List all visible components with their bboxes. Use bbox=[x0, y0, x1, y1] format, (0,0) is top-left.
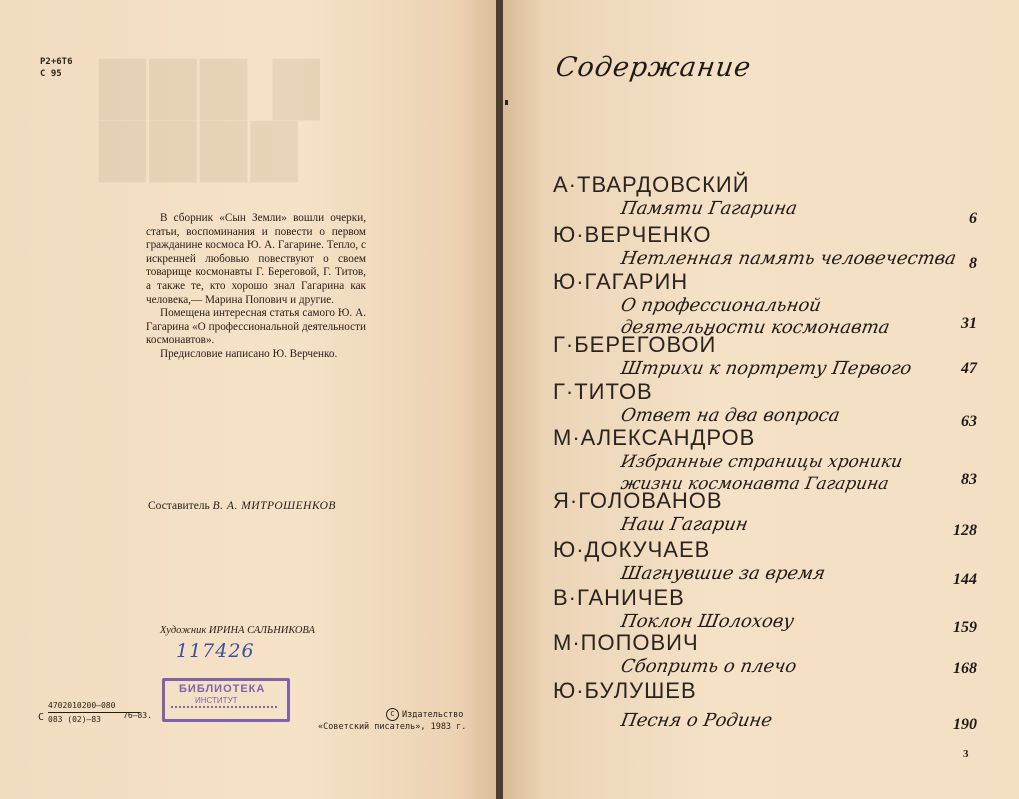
toc-entry bbox=[553, 379, 983, 430]
toc-author: В·ГАНИЧЕВ bbox=[553, 585, 685, 610]
toc-author: Ю·ДОКУЧАЕВ bbox=[553, 537, 711, 562]
table-of-contents bbox=[553, 172, 983, 752]
page-mark bbox=[505, 100, 508, 105]
toc-entry bbox=[553, 332, 983, 380]
toc-page-number: 144 bbox=[953, 571, 977, 588]
library-stamp bbox=[162, 678, 290, 722]
pub-code-tail: 76—83. bbox=[123, 711, 152, 720]
toc-work-title: Сбоприть о плечо bbox=[619, 656, 799, 677]
toc-work-title: Нетленная память человечества bbox=[619, 248, 958, 269]
toc-page-number: 159 bbox=[953, 619, 977, 636]
compiler-name: В. А. МИТРОШЕНКОВ bbox=[212, 500, 336, 512]
pub-code-letter: С bbox=[38, 712, 45, 723]
toc-work-title: Поклон Шолохову bbox=[619, 611, 796, 632]
publisher-line: Издательство bbox=[402, 710, 464, 720]
bbk-code-line: Р2+6Т6 bbox=[40, 57, 73, 67]
left-page bbox=[0, 0, 498, 799]
toc-author: М·ПОПОВИЧ bbox=[553, 630, 699, 655]
toc-work-title: О профессиональной bbox=[619, 295, 823, 316]
compiler-credit bbox=[148, 500, 336, 512]
toc-entry bbox=[553, 585, 983, 636]
toc-entry bbox=[553, 425, 983, 495]
bbk-code-line: С 95 bbox=[40, 69, 62, 79]
toc-work-title: деятельности космонавта bbox=[619, 317, 892, 338]
toc-author: Г·ТИТОВ bbox=[553, 379, 653, 404]
toc-author: Ю·ГАГАРИН bbox=[553, 269, 689, 294]
toc-page-number: 8 bbox=[969, 255, 977, 272]
toc-author: Г·БЕРЕГОВОЙ bbox=[553, 332, 717, 357]
annotation-paragraph: Помещена интересная статья самого Ю. А. Гагарина «О профессиональной деятельности космонавтов». bbox=[146, 307, 366, 347]
pub-code-denominator: 083 (02)—83 bbox=[48, 715, 101, 724]
publisher-line: «Советский писатель», 1983 г. bbox=[318, 722, 467, 732]
toc-work-title: Ответ на два вопроса bbox=[619, 405, 842, 426]
bbk-code bbox=[40, 56, 73, 80]
stamp-line: ИНСТИТУТ bbox=[195, 696, 238, 705]
toc-entry bbox=[553, 537, 983, 588]
stamp-dots bbox=[171, 706, 277, 713]
toc-entry bbox=[553, 630, 983, 678]
toc-page-number: 31 bbox=[961, 315, 977, 332]
stamp-line: БИБЛИОТЕКА bbox=[179, 683, 266, 695]
inventory-number: 117426 bbox=[176, 640, 255, 662]
show-through-title: ▇▇▇ ▇ ▇▇▇▇ bbox=[100, 53, 325, 180]
toc-page-number: 128 bbox=[953, 522, 977, 539]
toc-work-title: Избранные страницы хроники bbox=[619, 452, 904, 472]
toc-author: А·ТВАРДОВСКИЙ bbox=[553, 172, 750, 197]
compiler-label: Составитель bbox=[148, 500, 210, 512]
toc-author: Ю·БУЛУШЕВ bbox=[553, 678, 697, 703]
publisher-imprint bbox=[318, 708, 466, 733]
pub-code-numerator: 4702010200—080 bbox=[48, 701, 116, 710]
artist-credit: Художник ИРИНА САЛЬНИКОВА bbox=[160, 625, 315, 636]
contents-title: Содержание bbox=[553, 52, 754, 83]
toc-page-number: 47 bbox=[961, 360, 977, 377]
toc-work-title: жизни космонавта Гагарина bbox=[619, 474, 891, 494]
annotation-paragraph: В сборник «Сын Земли» вошли очерки, статьи, воспоминания и повести о первом гражданине космоса Ю. А. Гагарине. Тепло, с искренней любовью повествуют о своем товарище космонавты Г. Береговой, Г. Титов, а также те, кто хорошо знал Гагарина как человека,— Марина Попович и другие. bbox=[146, 212, 366, 306]
book-annotation bbox=[146, 212, 366, 362]
toc-entry bbox=[553, 488, 983, 539]
toc-entry bbox=[553, 172, 983, 227]
toc-work-title: Песня о Родине bbox=[619, 710, 774, 731]
toc-page-number: 83 bbox=[961, 471, 977, 488]
toc-work-title: Наш Гагарин bbox=[619, 514, 750, 535]
toc-work-title: Штрихи к портрету Первого bbox=[619, 358, 914, 379]
toc-work-title: Шагнувшие за время bbox=[619, 563, 827, 584]
toc-page-number: 190 bbox=[953, 716, 977, 733]
toc-entry bbox=[553, 222, 983, 270]
page-folio: 3 bbox=[963, 748, 969, 760]
toc-work-title: Памяти Гагарина bbox=[619, 198, 799, 219]
toc-page-number: 63 bbox=[961, 413, 977, 430]
copyright-icon: C bbox=[386, 708, 399, 721]
toc-author: М·АЛЕКСАНДРОВ bbox=[553, 425, 756, 450]
toc-author: Ю·ВЕРЧЕНКО bbox=[553, 222, 712, 247]
annotation-paragraph: Предисловие написано Ю. Верченко. bbox=[160, 347, 338, 360]
toc-entry bbox=[553, 269, 983, 339]
toc-page-number: 6 bbox=[969, 210, 977, 227]
toc-author: Я·ГОЛОВАНОВ bbox=[553, 488, 723, 513]
toc-entry bbox=[553, 678, 983, 732]
toc-page-number: 168 bbox=[953, 660, 977, 677]
